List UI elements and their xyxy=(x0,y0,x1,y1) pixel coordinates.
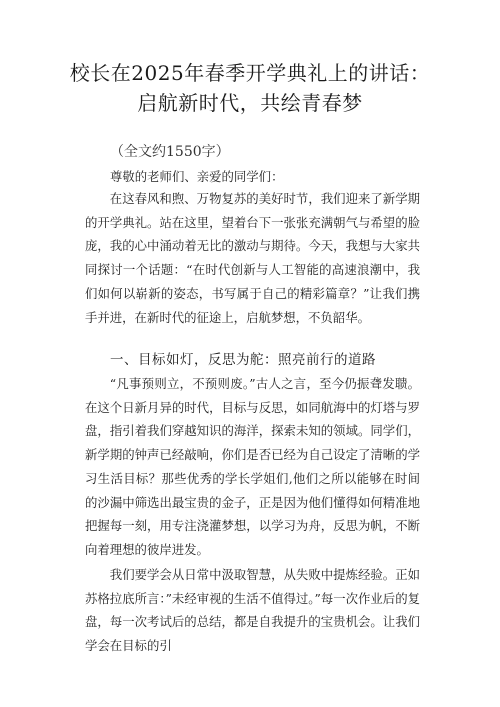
paragraph-intro: 在这春风和煦、万物复苏的美好时节，我们迎来了新学期的开学典礼。站在这里，望着台下一张张充满朝气与希望的脸庞，我的心中涌动着无比的激动与期待。今天，我想与大家共同探讨一个话题：“在时代创新与人工智能的高速浪潮中，我们如何以崭新的姿态，书写属于自己的精彩篇章？”让我们携手并进，在新时代的征途上，启航梦想，不负韶华。 xyxy=(85,191,420,325)
page-title: 校长在2025年春季开学典礼上的讲话：启航新时代，共绘青春梦 xyxy=(69,61,431,115)
word-count-note: （全文约1550字） xyxy=(110,144,230,160)
section-heading-1: 一、目标如灯，反思为舵：照亮前行的道路 xyxy=(110,352,376,368)
salutation: 尊敬的老师们、亲爱的同学们： xyxy=(110,169,284,184)
paragraph-section1-b: 我们要学会从日常中汲取智慧，从失败中提炼经验。正如苏格拉底所言：”未经审视的生活不值得过。”每一次作业后的复盘，每一次考试后的总结，都是自我提升的宝贵机会。让我们学会在目标的引 xyxy=(85,567,420,654)
paragraph-section1-a: “凡事预则立，不预则废。”古人之言，至今仍振聋发聩。在这个日新月异的时代，目标与反思，如同航海中的灯塔与罗盘，指引着我们穿越知识的海洋，探索未知的领域。同学们，新学期的钟声已经敲响，你们是否已经为自己设定了清晰的学习生活目标？那些优秀的学长学姐们,他们之所以能够在时间的沙漏中筛选出最宝贵的金子，正是因为他们懂得如何精准地把握每一刻，用专注浇灌梦想，以学习为舟，反思为帆，不断向着理想的彼岸进发。 xyxy=(85,376,420,557)
